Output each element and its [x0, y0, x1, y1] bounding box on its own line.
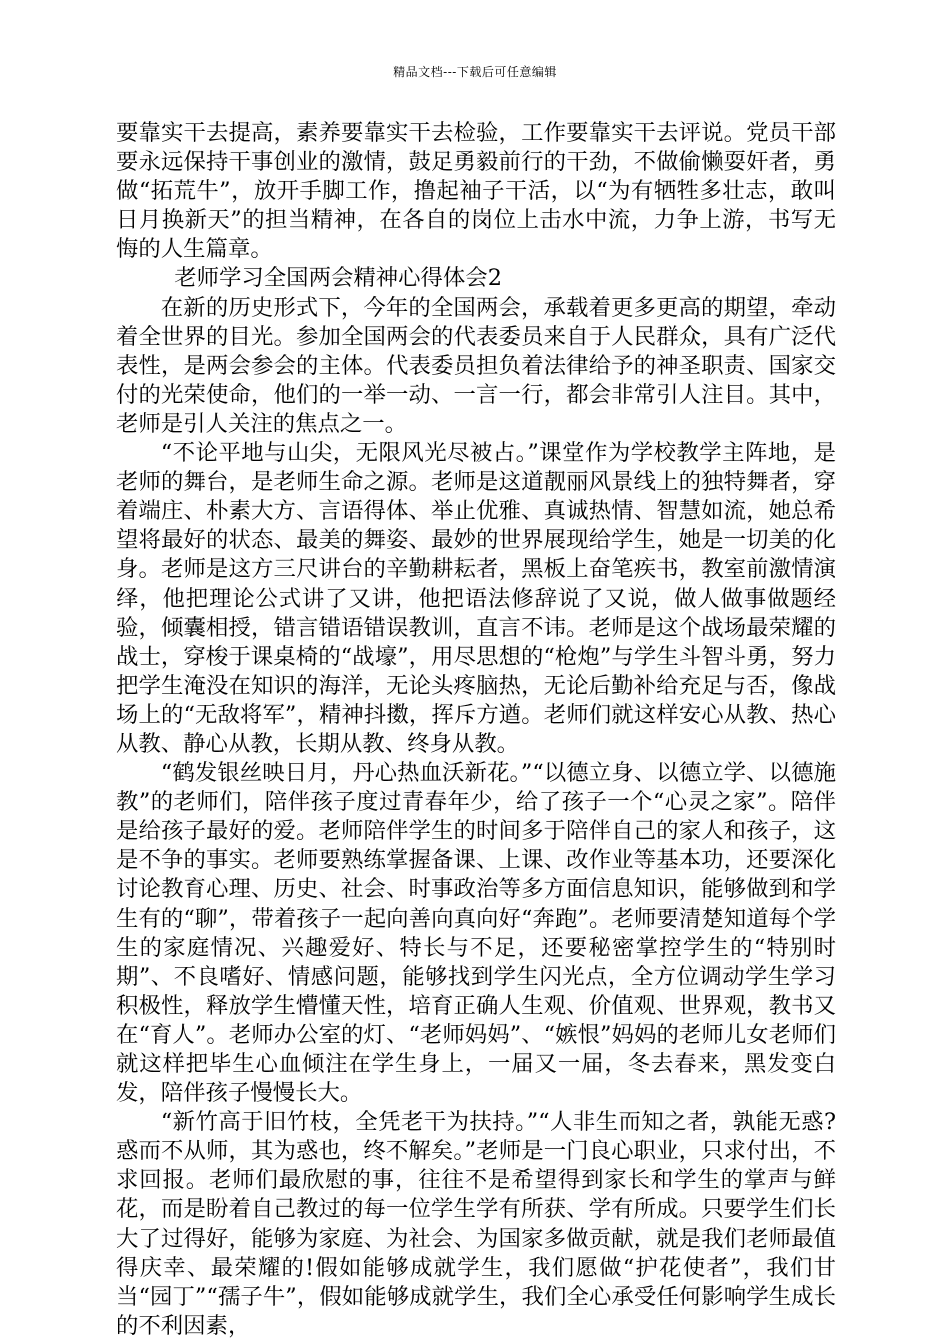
section-title: 老师学习全国两会精神心得体会2 [174, 265, 502, 292]
paragraph: 在新的历史形式下，今年的全国两会，承载着更多更高的期望，牵动着全世界的目光。参加全国两会的代表委员来自于人民群众，具有广泛代表性，是两会参会的主体。代表委员担负着法律给予的神圣职责、国家交付的光荣使命，他们的一举一动、一言一行，都会非常引人注目。其中，老师是引人关注的焦点之一。 [116, 294, 836, 437]
paragraph-continued: 要靠实干去提高，素养要靠实干去检验，工作要靠实干去评说。党员干部要永远保持干事创业的激情，鼓足勇毅前行的干劲，不做偷懒耍奸者，勇做“拓荒牛”，放开手脚工作，撸起袖子干活，以“为有牺牲多壮志，敢叫日月换新天”的担当精神，在各自的岗位上击水中流，力争上游，书写无悔的人生篇章。 [116, 120, 836, 263]
paragraph: “鹤发银丝映日月，丹心热血沃新花。”“以德立身、以德立学、以德施教”的老师们，陪伴孩子度过青春年少，给了孩子一个“心灵之家”。陪伴是给孩子最好的爱。老师陪伴学生的时间多于陪伴自己的家人和孩子，这是不争的事实。老师要熟练掌握备课、上课、改作业等基本功，还要深化讨论教育心理、历史、社会、时事政治等多方面信息知识，能够做到和学生有的“聊”，带着孩子一起向善向真向好“奔跑”。老师要清楚知道每个学生的家庭情况、兴趣爱好、特长与不足，还要秘密掌控学生的“特别时期”、不良嗜好、情感问题，能够找到学生闪光点，全方位调动学生学习积极性，释放学生懵懂天性，培育正确人生观、价值观、世界观，教书又在“育人”。老师办公室的灯、“老师妈妈”、“嫉恨”妈妈的老师儿女老师们就这样把毕生心血倾注在学生身上，一届又一届，冬去春来，黑发变白发，陪伴孩子慢慢长大。 [116, 760, 836, 1107]
page-header: 精品文档---下载后可任意编辑 [393, 65, 557, 79]
paragraph: “新竹高于旧竹枝，全凭老干为扶持。”“人非生而知之者，孰能无惑?惑而不从师，其为惑也，终不解矣。”老师是一门良心职业，只求付出，不求回报。老师们最欣慰的事，往往不是希望得到家长和学生的掌声与鲜花，而是盼着自己教过的每一位学生学有所获、学有所成。只要学生们长大了过得好，能够为家庭、为社会、为国家多做贡献，就是我们老师最值得庆幸、最荣耀的!假如能够成就学生，我们愿做“护花使者”，我们甘当“园丁”“孺子牛”，假如能够成就学生，我们全心承受任何影响学生成长的不利因素， [116, 1109, 836, 1339]
document-body [116, 119, 836, 1341]
paragraph: “不论平地与山尖，无限风光尽被占。”课堂作为学校教学主阵地，是老师的舞台，是老师生命之源。老师是这道靓丽风景线上的独特舞者，穿着端庄、朴素大方、言语得体、举止优雅、真诚热情、智慧如流，她总希望将最好的状态、最美的舞姿、最妙的世界展现给学生，她是一切美的化身。老师是这方三尺讲台的辛勤耕耘者，黑板上奋笔疾书，教室前激情演绎，他把理论公式讲了又讲，他把语法修辞说了又说，做人做事做题经验，倾囊相授，错言错语错误教训，直言不讳。老师是这个战场最荣耀的战士，穿梭于课桌椅的“战壕”，用尽思想的“枪炮”与学生斗智斗勇，努力把学生淹没在知识的海洋，无论头疼脑热，无论后勤补给充足与否，像战场上的“无敌将军”，精神抖擞，挥斥方遒。老师们就这样安心从教、热心从教、静心从教，长期从教、终身从教。 [116, 440, 836, 757]
